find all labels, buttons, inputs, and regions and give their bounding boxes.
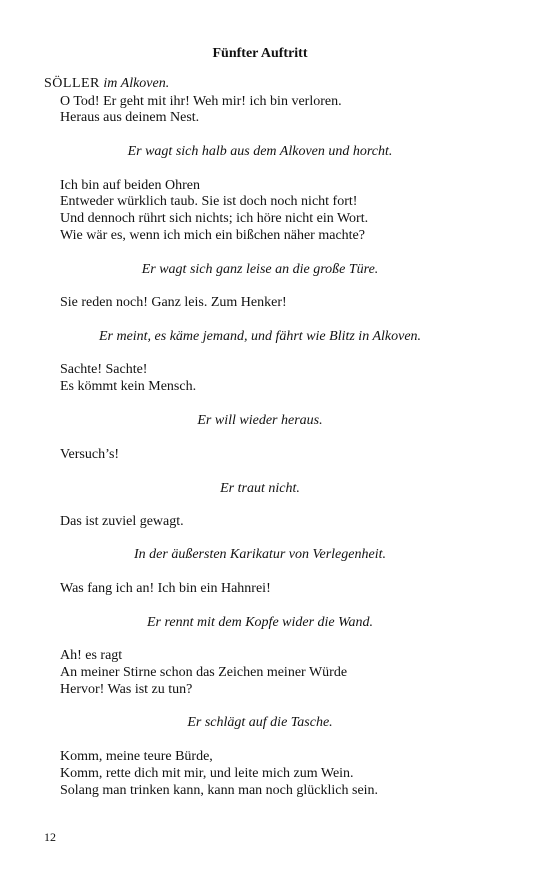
stage-direction: Er traut nicht. [220,481,300,496]
verse-line: Ich bin auf beiden Ohren [60,178,200,193]
stage-direction: Er will wieder heraus. [197,413,323,428]
stage-direction: Er meint, es käme jemand, und fährt wie Blitz in Alkoven. [98,329,422,344]
verse-line: Komm, meine teure Bürde, [60,749,213,764]
stage-direction: Er wagt sich halb aus dem Alkoven und horcht. [127,144,393,159]
verse-line: Solang man trinken kann, kann man noch glücklich sein. [60,783,379,798]
speaker-direction: im Alkoven. [103,76,170,91]
stage-direction: Er rennt mit dem Kopfe wider die Wand. [146,615,374,630]
verse-line: O Tod! Er geht mit ihr! Weh mir! ich bin verloren. [60,94,342,109]
verse-line: Das ist zuviel gewagt. [60,514,184,529]
verse-line: Es kömmt kein Mensch. [60,379,197,394]
stage-direction: In der äußersten Karikatur von Verlegenheit. [134,547,386,562]
verse-line: Hervor! Was ist zu tun? [60,682,193,697]
scene-title: Fünfter Auftritt [212,46,308,61]
speaker-heading [44,76,169,92]
page-number: 12 [44,830,56,844]
verse-line: Versuch’s! [60,447,120,462]
verse-line: Komm, rette dich mit mir, und leite mich zum Wein. [60,766,354,781]
verse-line: Entweder würklich taub. Sie ist doch noch nicht fort! [60,194,358,209]
verse-line: Heraus aus deinem Nest. [60,110,200,125]
verse-line: Sie reden noch! Ganz leis. Zum Henker! [60,295,287,310]
speaker-name: SÖLLER [44,76,100,91]
stage-direction: Er schlägt auf die Tasche. [187,715,333,730]
verse-line: An meiner Stirne schon das Zeichen meiner Würde [60,665,348,680]
verse-line: Wie wär es, wenn ich mich ein bißchen näher machte? [60,228,365,243]
verse-line: Und dennoch rührt sich nichts; ich höre nicht ein Wort. [60,211,369,226]
verse-line: Was fang ich an! Ich bin ein Hahnrei! [60,581,271,596]
verse-line: Ah! es ragt [60,648,123,663]
verse-line: Sachte! Sachte! [60,362,148,377]
stage-direction: Er wagt sich ganz leise an die große Türe. [141,262,379,277]
